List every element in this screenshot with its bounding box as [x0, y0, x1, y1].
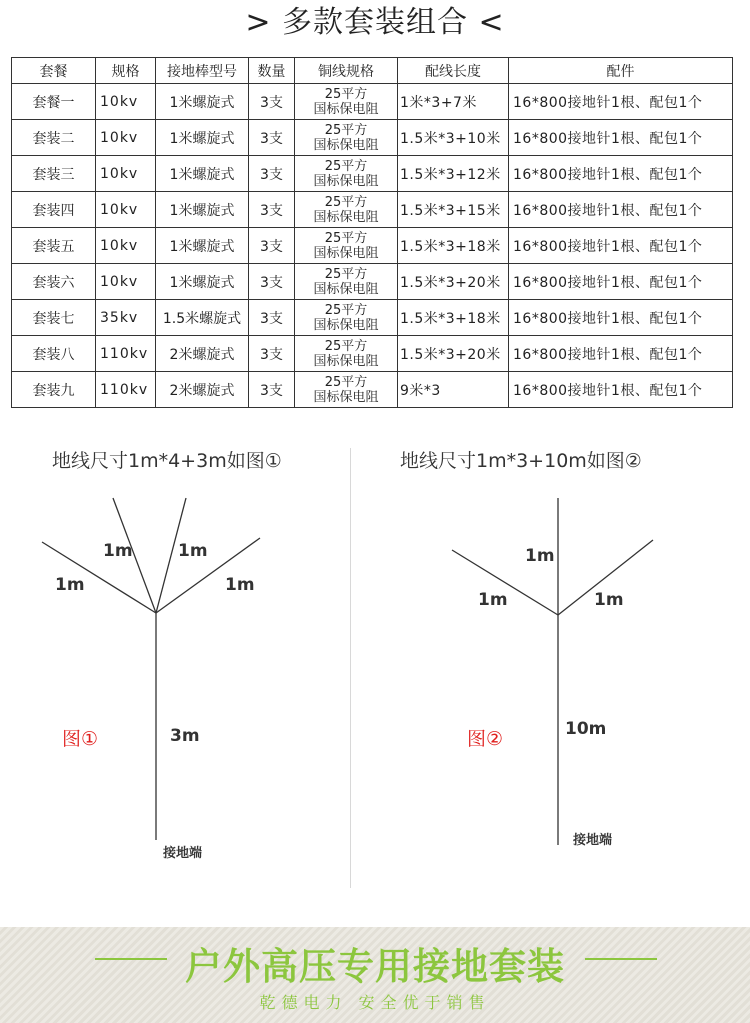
cell-spec: 10kv [96, 228, 156, 264]
cell-package: 套装九 [12, 372, 96, 408]
cell-wire-size: 25平方 [324, 230, 368, 246]
cell-wire-size: 25平方 [324, 266, 368, 282]
table-row [12, 264, 733, 300]
cell-wire-standard: 国标保电阻 [313, 245, 379, 261]
header-wire-length: 配线长度 [398, 58, 509, 84]
cell-wire-size: 25平方 [324, 302, 368, 318]
cell-wire-spec [295, 264, 398, 300]
table-row [12, 84, 733, 120]
diagram2-label-left: 1m [478, 590, 508, 610]
cell-wire-size: 25平方 [324, 338, 368, 354]
header-package: 套餐 [12, 58, 96, 84]
diagram1-trunk-label: 3m [170, 726, 200, 746]
cell-wire-standard: 国标保电阻 [313, 209, 379, 225]
cell-accessories: 16*800接地针1根、配包1个 [509, 300, 733, 336]
cell-quantity: 3支 [249, 300, 295, 336]
cell-accessories: 16*800接地针1根、配包1个 [509, 120, 733, 156]
cell-quantity: 3支 [249, 336, 295, 372]
cell-quantity: 3支 [249, 120, 295, 156]
cell-wire-length: 1.5米*3+18米 [398, 228, 509, 264]
banner-slogan: 乾德电力 安全优于销售 [259, 993, 491, 1012]
cell-accessories: 16*800接地针1根、配包1个 [509, 264, 733, 300]
banner-title: 户外高压专用接地套装 [185, 945, 565, 988]
cell-wire-standard: 国标保电阻 [313, 317, 379, 333]
cell-spec: 10kv [96, 264, 156, 300]
cell-wire-length: 1.5米*3+20米 [398, 264, 509, 300]
table-row [12, 336, 733, 372]
cell-spec: 110kv [96, 372, 156, 408]
diagram2-trunk-label: 10m [565, 719, 607, 739]
cell-package: 套装四 [12, 192, 96, 228]
header-spec: 规格 [96, 58, 156, 84]
header-accessories: 配件 [509, 58, 733, 84]
cell-wire-length: 1米*3+7米 [398, 84, 509, 120]
cell-wire-size: 25平方 [324, 158, 368, 174]
cell-wire-spec [295, 84, 398, 120]
cell-rod-model: 1米螺旋式 [156, 228, 249, 264]
cell-wire-spec [295, 156, 398, 192]
cell-package: 套装六 [12, 264, 96, 300]
cell-wire-length: 1.5米*3+15米 [398, 192, 509, 228]
cell-wire-size: 25平方 [324, 194, 368, 210]
diagram2-wire-figure [350, 480, 750, 860]
cell-accessories: 16*800接地针1根、配包1个 [509, 228, 733, 264]
cell-package: 套餐一 [12, 84, 96, 120]
cell-wire-spec [295, 336, 398, 372]
cell-spec: 10kv [96, 84, 156, 120]
cell-rod-model: 1米螺旋式 [156, 120, 249, 156]
cell-wire-standard: 国标保电阻 [313, 353, 379, 369]
cell-wire-size: 25平方 [324, 374, 368, 390]
cell-rod-model: 1米螺旋式 [156, 84, 249, 120]
header-rod-model: 接地棒型号 [156, 58, 249, 84]
diagram1-figure-label: 图① [62, 728, 99, 750]
cell-wire-spec [295, 120, 398, 156]
cell-quantity: 3支 [249, 372, 295, 408]
cell-rod-model: 1.5米螺旋式 [156, 300, 249, 336]
cell-wire-spec [295, 192, 398, 228]
diagram1-wire-figure [0, 480, 350, 860]
cell-wire-standard: 国标保电阻 [313, 281, 379, 297]
diagram1-label-far-left: 1m [55, 575, 85, 595]
diagram1-label-inner-left: 1m [103, 541, 133, 561]
cell-package: 套装三 [12, 156, 96, 192]
table-row [12, 192, 733, 228]
cell-wire-length: 1.5米*3+20米 [398, 336, 509, 372]
diagram1-ground-label: 接地端 [163, 846, 203, 861]
cell-wire-standard: 国标保电阻 [313, 137, 379, 153]
cell-accessories: 16*800接地针1根、配包1个 [509, 336, 733, 372]
cell-spec: 110kv [96, 336, 156, 372]
cell-spec: 10kv [96, 192, 156, 228]
table-header-row [12, 58, 733, 84]
page-title: > 多款套装组合 < [245, 5, 505, 40]
cell-quantity: 3支 [249, 264, 295, 300]
diagram2-label-center: 1m [525, 546, 555, 566]
cell-wire-standard: 国标保电阻 [313, 173, 379, 189]
cell-wire-spec [295, 372, 398, 408]
table-row [12, 120, 733, 156]
cell-wire-size: 25平方 [324, 86, 368, 102]
diagram1-label-far-right: 1m [225, 575, 255, 595]
cell-spec: 10kv [96, 156, 156, 192]
cell-rod-model: 2米螺旋式 [156, 336, 249, 372]
diagram2-ground-label: 接地端 [573, 833, 613, 848]
cell-wire-spec [295, 228, 398, 264]
diagram1-label-inner-right: 1m [178, 541, 208, 561]
cell-quantity: 3支 [249, 228, 295, 264]
cell-rod-model: 2米螺旋式 [156, 372, 249, 408]
package-table [11, 57, 733, 408]
cell-wire-length: 1.5米*3+12米 [398, 156, 509, 192]
cell-accessories: 16*800接地针1根、配包1个 [509, 372, 733, 408]
diagram2-figure-label: 图② [467, 728, 504, 750]
cell-spec: 35kv [96, 300, 156, 336]
table-row [12, 228, 733, 264]
table-row [12, 156, 733, 192]
diagram1-title: 地线尺寸1m*4+3m如图① [52, 450, 282, 472]
header-wire-spec: 铜线规格 [295, 58, 398, 84]
diagram2-label-right: 1m [594, 590, 624, 610]
cell-spec: 10kv [96, 120, 156, 156]
diagram2-title: 地线尺寸1m*3+10m如图② [400, 450, 642, 472]
cell-rod-model: 1米螺旋式 [156, 192, 249, 228]
cell-package: 套装二 [12, 120, 96, 156]
cell-package: 套装七 [12, 300, 96, 336]
table-row [12, 372, 733, 408]
cell-wire-length: 9米*3 [398, 372, 509, 408]
cell-accessories: 16*800接地针1根、配包1个 [509, 84, 733, 120]
cell-package: 套装八 [12, 336, 96, 372]
cell-rod-model: 1米螺旋式 [156, 156, 249, 192]
cell-quantity: 3支 [249, 156, 295, 192]
table-row [12, 300, 733, 336]
cell-wire-length: 1.5米*3+18米 [398, 300, 509, 336]
cell-quantity: 3支 [249, 84, 295, 120]
cell-accessories: 16*800接地针1根、配包1个 [509, 156, 733, 192]
cell-package: 套装五 [12, 228, 96, 264]
cell-quantity: 3支 [249, 192, 295, 228]
cell-wire-standard: 国标保电阻 [313, 101, 379, 117]
cell-wire-spec [295, 300, 398, 336]
cell-accessories: 16*800接地针1根、配包1个 [509, 192, 733, 228]
cell-rod-model: 1米螺旋式 [156, 264, 249, 300]
cell-wire-size: 25平方 [324, 122, 368, 138]
header-quantity: 数量 [249, 58, 295, 84]
cell-wire-standard: 国标保电阻 [313, 389, 379, 405]
cell-wire-length: 1.5米*3+10米 [398, 120, 509, 156]
